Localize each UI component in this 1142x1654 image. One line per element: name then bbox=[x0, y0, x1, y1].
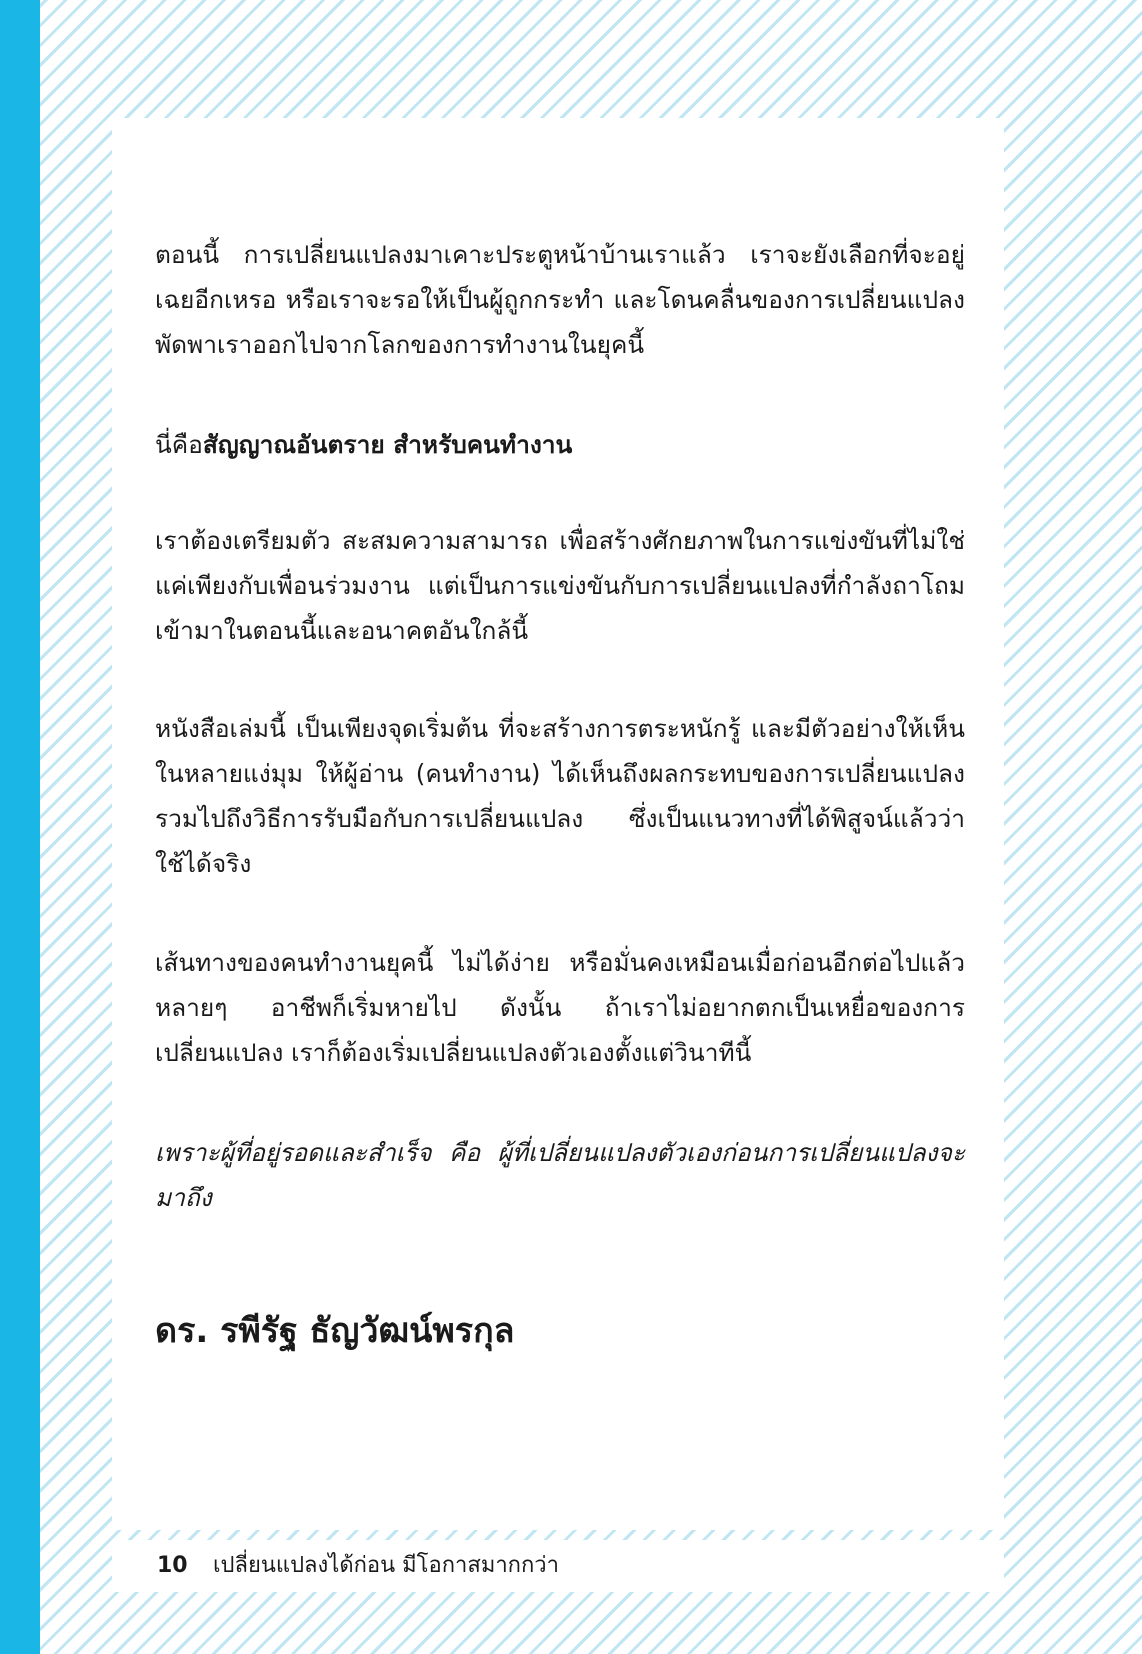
left-accent-bar bbox=[0, 0, 40, 1654]
paragraph-career-path: เส้นทางของคนทำงานยุคนี้ ไม่ได้ง่าย หรือมั่นคงเหมือนเมื่อก่อนอีกต่อไปแล้ว หลายๆ อาชีพก็เริ่มหายไป ดังนั้น ถ้าเราไม่อยากตกเป็นเหยื่อของการเปลี่ยนแปลง เราก็ต้องเริ่มเปลี่ยนแปลงตัวเองตั้งแต่วินาทีนี้ bbox=[155, 948, 965, 1067]
paragraph-intro: ตอนนี้ การเปลี่ยนแปลงมาเคาะประตูหน้าบ้านเราแล้ว เราจะยังเลือกที่จะอยู่เฉยอีกเหรอ หรือเราจะรอให้เป็นผู้ถูกกระทำ และโดนคลื่นของการเปลี่ยนแปลงพัดพาเราออกไปจากโลกของการทำงานในยุคนี้ bbox=[155, 240, 965, 359]
author-name: ดร. รพีรัฐ ธัญวัฒน์พรกุล bbox=[155, 1311, 515, 1351]
page-number: 10 bbox=[157, 1553, 188, 1578]
paragraph-book-purpose: หนังสือเล่มนี้ เป็นเพียงจุดเริ่มต้น ที่จะสร้างการตระหนักรู้ และมีตัวอย่างให้เห็นในหลายแง่มุม ให้ผู้อ่าน (คนทำงาน) ได้เห็นถึงผลกระทบของการเปลี่ยนแปลง รวมไปถึงวิธีการรับมือกับการเปลี่ยนแปลง ซึ่งเป็นแนวทางที่ได้พิสูจน์แล้วว่าใช้ได้จริง bbox=[155, 714, 965, 878]
danger-signal-prefix: นี่คือ bbox=[155, 430, 203, 459]
paragraph-danger-signal bbox=[155, 422, 965, 467]
running-title: เปลี่ยนแปลงได้ก่อน มีโอกาสมากกว่า bbox=[213, 1553, 560, 1578]
paragraph-closing-quote: เพราะผู้ที่อยู่รอดและสำเร็จ คือ ผู้ที่เปลี่ยนแปลงตัวเองก่อนการเปลี่ยนแปลงจะมาถึง bbox=[155, 1138, 965, 1212]
danger-signal-emphasis: สัญญาณอันตราย สำหรับคนทำงาน bbox=[202, 430, 573, 459]
paragraph-prepare: เราต้องเตรียมตัว สะสมความสามารถ เพื่อสร้างศักยภาพในการแข่งขันที่ไม่ใช่แค่เพียงกับเพื่อนร่วมงาน แต่เป็นการแข่งขันกับการเปลี่ยนแปลงที่กำลังถาโถมเข้ามาในตอนนี้และอนาคตอันใกล้นี้ bbox=[155, 526, 965, 645]
